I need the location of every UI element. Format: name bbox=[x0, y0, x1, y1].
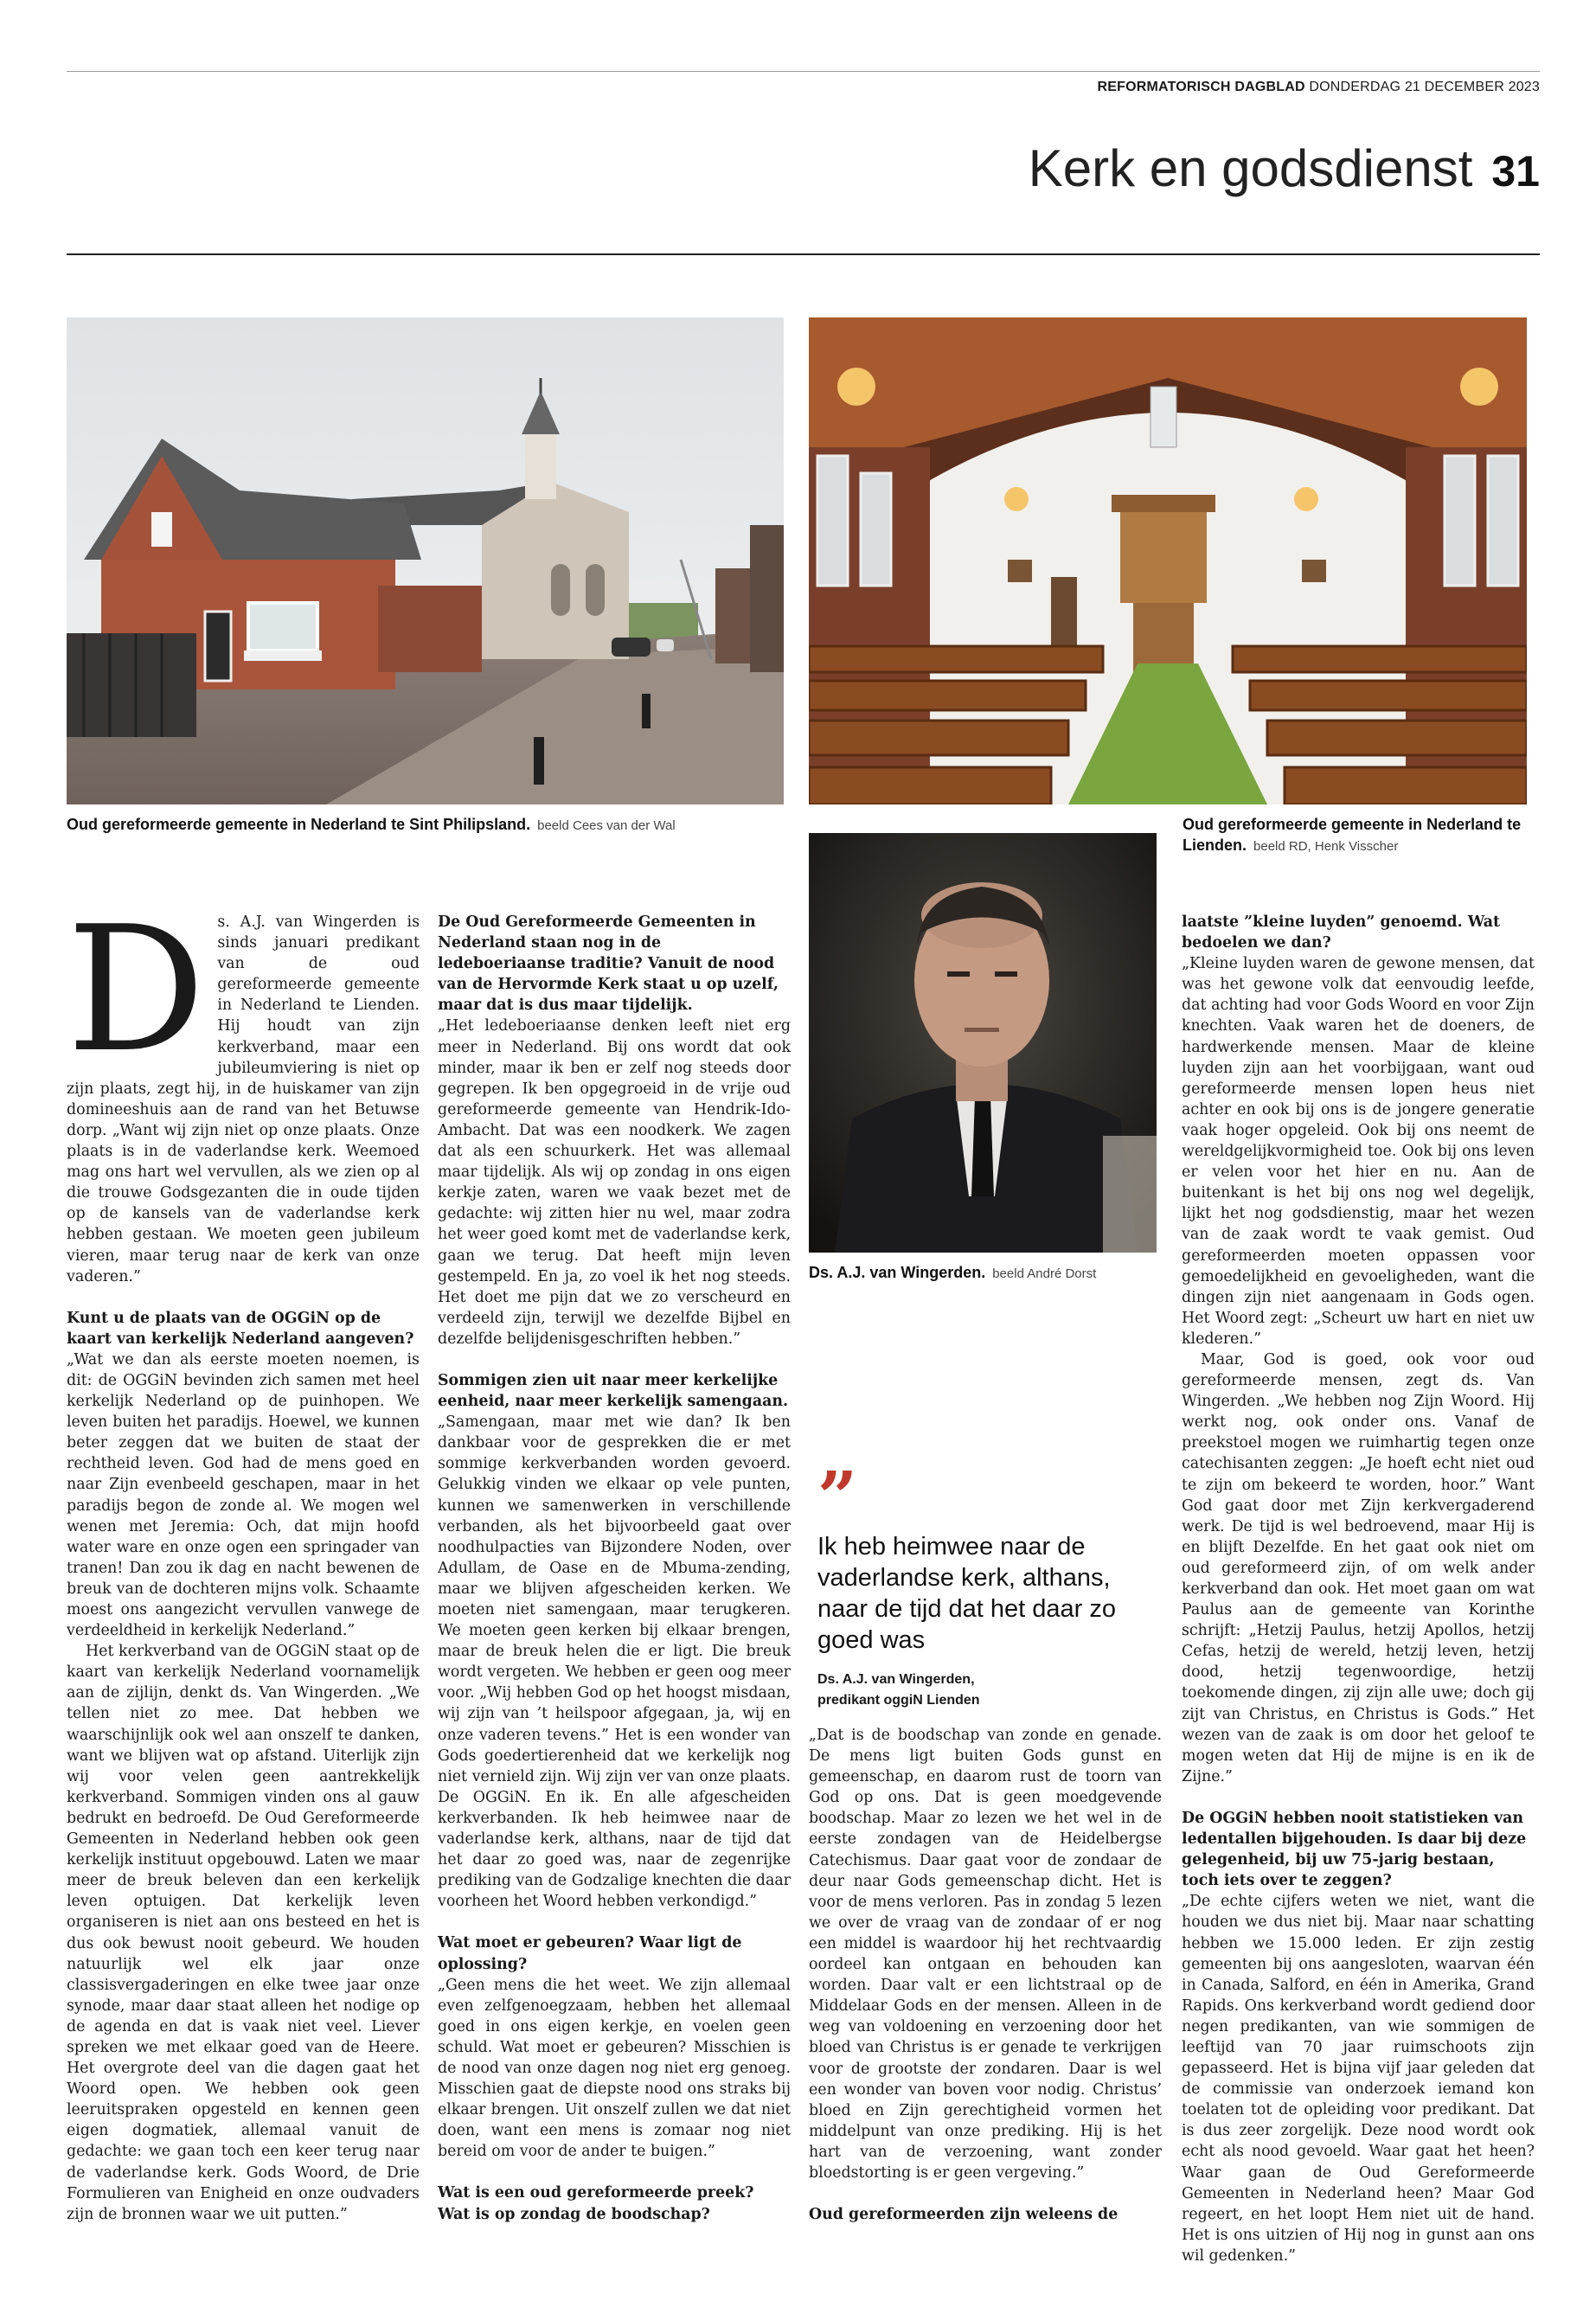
interview-question: Oud gereformeerden zijn weleens de bbox=[809, 2206, 1118, 2224]
body-paragraph: „De echte cijfers weten we niet, want die houden we dus niet bij. Maar naar schatting hebben we 15.000 leden. Er zijn zestig gemeenten bij ons aangesloten, waarvan één in Canada, Salford, en één in Amerika, Grand Rapids. Ons kerkverband wordt gediend door negen predikanten, van wie sommigen de leeftijd van 70 jaar ruimschoots zijn gepasseerd. Het is bijna vijf jaar geleden dat de commissie van onderzoek iemand kon toelaten tot de opleiding voor predikant. Dat is dus zeer zorgelijk. Deze nood wordt ook echt als nood gevoeld. Waar gaat het heen? Waar gaan de Oud Gereformeerde Gemeenten in Nederland heen? Maar God regeert, en het loopt Hem niet uit de hand. Het is ons uitzien of Hij nog in gunst aan ons wil gedenken.” bbox=[1182, 1893, 1535, 2265]
publication-date: DONDERDAG 21 DECEMBER 2023 bbox=[1309, 80, 1540, 94]
caption-exterior bbox=[67, 814, 784, 836]
body-paragraph: Het kerkverband van de OGGiN staat op de kaart van kerkelijk Nederland voornamelijk aan de zijlijn, denkt ds. Van Wingerden. „We tellen niet zo mee. Dat hebben we waarschijnlijk ook wel aan onszelf te danken, want we blijven wat op afstand. Uiterlijk zijn wij voor velen geen aantrekkelijk kerkverband. Sommigen vinden ons al gauw bedrukt en bedroefd. De Oud Gereformeerde Gemeenten in Nederland hebben ook geen kerkelijk instituut opgebouwd. Laten we maar meer de breuk beleven dan een kerkelijk leven optuigen. Dat kerkelijk leven organiseren is niet aan ons besteed en het is dus ook bewust nooit gebeurd. We houden natuurlijk wel elk jaar onze classisvergaderingen en elke twee jaar onze synode, maar daar staat alleen het nodige op de agenda en dat is vaak niet veel. Liever spreken we met elkaar goed van de Heere. Het overgrote deel van die dagen gaat het Woord open. We hebben ook geen leeruitspraken opgesteld en kennen geen eigen dogmatiek, allemaal vanuit de gedachte: we gaan toch een keer terug naar de vaderlandse kerk. Gods Woord, de Drie Formulieren van Enigheid en onze oudvaders zijn de bronnen waar we uit putten.” bbox=[67, 1643, 420, 2223]
masthead bbox=[779, 80, 1540, 95]
header-rule bbox=[67, 253, 1540, 255]
interview-question: De OGGiN hebben nooit statistieken van ledentallen bijgehouden. Is daar bij deze gelegenheid, bij uw 75-jarig bestaan, toch iets over te zeggen? bbox=[1182, 1809, 1527, 1890]
credit-interior: beeld RD, Henk Visscher bbox=[1253, 839, 1399, 854]
body-paragraph: Maar, God is goed, ook voor oud gereformeerde mensen, zegt ds. Van Wingerden. „We hebben nog Zijn Woord. Hij werkt nog, ook onder ons. Vanaf de preekstoel mogen we ruimhartig tegen onze catechisanten zeggen: „Je hoeft echt niet oud te zijn om bekeerd te worden, hoor.” Want God gaat door met Zijn kerkvergaderend werk. De tijd is wel bedroevend, maar Hij is en blijft Dezelfde. En het gaat ook niet om oud gereformeerd zijn, of om welk ander kerkverband dan ook. Het moet gaan om wat Paulus aan de gemeente van Korinthe schrijft: „Hetzij Paulus, hetzij Apollos, hetzij Cefas, hetzij de wereld, hetzij leven, hetzij dood, hetzij tegenwoordige, hetzij toekomende dingen, zij zijn alle uwe; doch gij zijt van Christus, en Christus is Gods.” Het wezen van de zaak is om door het geloof te mogen weten dat Hij de mijne is en ik de Zijne.” bbox=[1182, 1350, 1535, 1785]
page-number: 31 bbox=[1491, 147, 1540, 195]
top-rule bbox=[67, 71, 1540, 72]
pull-quote-author-name: Ds. A.J. van Wingerden, bbox=[817, 1672, 975, 1687]
photo-church-interior bbox=[809, 317, 1527, 804]
interview-question: De Oud Gereformeerde Gemeenten in Nederland staan nog in de ledeboeriaanse traditie? Vanuit de nood van de Hervormde Kerk staat u op uzelf, maar dat is dus maar tijdelijk. bbox=[438, 913, 779, 1015]
quote-mark-icon: ” bbox=[817, 1456, 858, 1537]
lead-paragraph: s. A.J. van Wingerden is sinds januari predikant van de oud gereformeerde gemeente in Nederland te Lienden. Hij houdt van zijn kerkverband, maar een jubileumviering is niet op zijn plaats, zegt hij, in de huiskamer van zijn domineeshuis aan de rand van het Betuwse dorp. „Want wij zijn niet op onze plaats. Onze plaats is in de vaderlandse kerk. Weemoed mag ons hart wel vervullen, als we zien op al die trouwe Godsgezanten die in oude tijden op de kansels van de vaderlandse kerk hebben gestaan. We moeten geen jubileum vieren, maar terug naar de kerk van onze vaderen.” bbox=[67, 913, 420, 1285]
article-column-4 bbox=[1182, 912, 1535, 2266]
body-paragraph: „Kleine luyden waren de gewone mensen, dat was het gewone volk dat eenvoudig leefde, dat achting had voor Gods Woord en voor Zijn knechten. Vaak waren het de doeners, de hardwerkende mensen. Maar de kleine luyden zijn aan het voorbijgaan, want oud gereformeerde mensen lopen heus niet achter en ook bij ons is de jongere generatie vaak hoger opgeleid. Ook bij ons neemt de wereldgelijkvormigheid toe. Ook bij ons leven er velen voor het hier en nu. Aan de buitenkant is het bij ons nog wel degelijk, lijkt het nog godsdienstig, maar het wezen van de zaak wordt te vaak gemist. Oud gereformeerden moeten oppassen voor gemoedelijkheid en gevoeligheden, want die dingen zijn niet aangenaam in Gods ogen. Het Woord zegt: „Scheurt uw hart en niet uw klederen.” bbox=[1182, 955, 1535, 1348]
pull-quote-author-role: predikant oggiN Lienden bbox=[817, 1693, 980, 1708]
interview-question: laatste ”kleine luyden” genoemd. Wat bedoelen we dan? bbox=[1182, 913, 1501, 952]
article-column-3 bbox=[809, 1725, 1162, 2225]
section-header bbox=[779, 138, 1540, 198]
pull-quote-text: Ik heb heimwee naar de vaderlandse kerk, althans, naar de tijd dat het daar zo goed was bbox=[817, 1533, 1117, 1654]
publication-name: REFORMATORISCH DAGBLAD bbox=[1097, 80, 1305, 94]
caption-exterior-text: Oud gereformeerde gemeente in Nederland te Sint Philipsland. bbox=[67, 816, 531, 833]
interview-question: Wat is een oud gereformeerde preek? Wat is op zondag de boodschap? bbox=[438, 2184, 754, 2223]
credit-exterior: beeld Cees van der Wal bbox=[537, 818, 676, 833]
body-paragraph: „Geen mens die het weet. We zijn allemaal even zelfgenoegzaam, hebben het allemaal goed in ons eigen kerkje, en voelen geen schuld. Wat moet er gebeuren? Misschien is de nood van onze dagen nog niet erg genoeg. Misschien gaat de diepste nood ons straks bij elkaar brengen. Uit onszelf zullen we dat niet doen, want een mens is zomaar nog niet bereid om voor de ander te buigen.” bbox=[438, 1976, 791, 2161]
body-paragraph: „Dat is de boodschap van zonde en genade. De mens ligt buiten Gods gunst en gemeenschap, en daarom rust de toorn van God op ons. Dat is geen moedgevende boodschap. Maar zo lezen we het wel in de eerste zondagen van de Heidelbergse Catechismus. Daar gaat voor de zondaar de deur naar Gods gemeenschap dicht. Het is voor de mens verloren. Pas in zondag 5 lezen we over de vraag van de zondaar of er nog een middel is waardoor hij het rechtvaardig oordeel kan ontgaan en behouden kan worden. Daar valt er een lichtstraal op de Middelaar Gods en der mensen. Alleen in de weg van voldoening en verzoening door het bloed van Christus is er genade te verkrijgen voor de grootste der zondaren. Daar is wel een wonder van boven voor nodig. Christus’ bloed en Zijn gerechtigheid vormen het middelpunt van onze prediking. Hij is het hart van de verzoening, want zonder bloedstorting is er geen vergeving.” bbox=[809, 1727, 1162, 2182]
body-paragraph: „Samengaan, maar met wie dan? Ik ben dankbaar voor de gesprekken die er met sommige kerkverbanden worden gevoerd. Gelukkig vinden we elkaar op vele punten, kunnen we samenwerken in verschillende verbanden, als het bijvoorbeeld gaat over noodhulpacties van Bijzondere Noden, over Adullam, de Oase en de Mbuma-zending, maar we blijven afgescheiden kerken. We moeten niet samengaan, maar terugkeren. We moeten geen kerken bij elkaar brengen, maar de breuk helen die er ligt. Die breuk wordt vergeten. We hebben er geen oog meer voor. „Wij hebben God op het hoogst misdaan, wij zijn van ’t heilspoor afgegaan, ja, wij en onze vaderen tevens.” Het is een wonder van Gods goedertierenheid dat we kerkelijk nog niet vernield zijn. Wij zijn ver van onze plaats. De OGGiN. En ik. En alle afgescheiden kerkverbanden. Ik heb heimwee naar de vaderlandse kerk, althans, naar de tijd dat het daar zo goed was, naar de zegenrijke prediking van de Godzalige knechten die daar voorheen het Woord hebben verkondigd.” bbox=[438, 1413, 791, 1911]
drop-cap: D bbox=[67, 889, 206, 1091]
interview-question: Kunt u de plaats van de OGGiN op de kaart van kerkelijk Nederland aangeven? bbox=[67, 1309, 414, 1348]
article-column-1 bbox=[67, 889, 420, 2225]
body-paragraph: „Het ledeboeriaanse denken leeft niet erg meer in Nederland. Bij ons wordt dat ook minder, maar ik ben er zelf nog steeds door gegrepen. Ik ben opgegroeid in de vrije oud gereformeerde gemeente van Hendrik-Ido-Ambacht. Dat was een noodkerk. We zagen dat als een schuurkerk. Het was allemaal maar tijdelijk. Als wij op zondag in ons eigen kerkje zaten, waren we vaak bezet met de gedachte: wij zitten hier nu wel, maar zodra het weer goed komt met de vaderlandse kerk, gaan we terug. Dat heeft mijn leven gestempeld. En ja, zo voel ik het nog steeds. Het doet me pijn dat we zo verscheurd en verdeeld zijn, terwijl we dezelfde Bijbel en dezelfde belijdenisgeschriften hebben.” bbox=[438, 1017, 791, 1348]
photo-church-exterior bbox=[67, 317, 784, 804]
credit-portrait: beeld André Dorst bbox=[992, 1266, 1097, 1281]
pull-quote-author bbox=[817, 1670, 1163, 1711]
caption-portrait-text: Ds. A.J. van Wingerden. bbox=[809, 1264, 986, 1281]
section-title: Kerk en godsdienst bbox=[1028, 139, 1473, 197]
photo-portrait bbox=[809, 833, 1157, 1253]
article-column-2 bbox=[438, 912, 791, 2225]
caption-interior-text: Oud gereformeerde gemeente in Nederland te Lienden. bbox=[1183, 816, 1522, 854]
caption-portrait bbox=[809, 1262, 1157, 1285]
body-paragraph: „Wat we dan als eerste moeten noemen, is dit: de OGGiN bevinden zich samen met heel kerkelijk Nederland op de puinhopen. We leven buiten het paradijs. Hoewel, we kunnen beter zeggen dat we buiten de staat der rechtheid leven. God had de mens goed en naar Zijn evenbeeld geschapen, maar in het paradijs begon de zonde al. We mogen wel wenen met Jeremia: Och, dat mijn hoofd water ware en onze ogen een springader van tranen! Dan zou ik dag en nacht bewenen de breuk van de dochteren mijns volk. Schaamte moest ons aangezicht vervullen vanwege de verdeeldheid in kerkelijk Nederland.” bbox=[67, 1350, 420, 1640]
interview-question: Wat moet er gebeuren? Waar ligt de oplossing? bbox=[438, 1934, 742, 1973]
pull-quote bbox=[817, 1456, 1163, 1711]
caption-interior bbox=[1183, 814, 1529, 857]
interview-question: Sommigen zien uit naar meer kerkelijke eenheid, naar meer kerkelijk samengaan. bbox=[438, 1371, 789, 1411]
